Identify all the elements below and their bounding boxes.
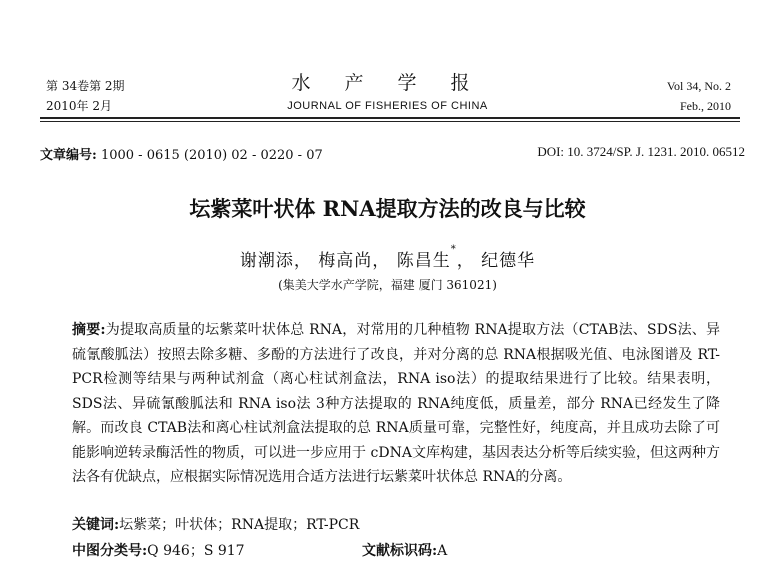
journal-title-en: JOURNAL OF FISHERIES OF CHINA xyxy=(287,100,488,112)
journal-masthead xyxy=(0,70,775,114)
document-code-label: 文献标识码: xyxy=(362,543,438,559)
journal-title-cn: 水 产 学 报 xyxy=(291,72,484,94)
volume-issue-en: Vol 34, No. 2 xyxy=(666,79,731,93)
classification-value: Q 946；S 917 xyxy=(147,543,245,559)
abstract-text: 为提取高质量的坛紫菜叶状体总 RNA，对常用的几种植物 RNA提取方法（CTAB法、SDS法、异硫氰酸胍法）按照去除多糖、多酚的方法进行了改良，并对分离的总 RNA根据吸光值、电泳图谱及 RT-PCR检测等结果与两种试剂盒（离心柱试剂盒法，RNA iso法）的提取结果进行了比较。结果表明，SDS法、异硫氰酸胍法和 RNA iso法 3种方法提取的 RNA纯度低，质量差，部分 RNA已经发生了降解。而改良 CTAB法和离心柱试剂盒法提取的总 RNA质量可靠，完整性好，纯度高，并且成功去除了可能影响逆转录酶活性的物质，可以进一步应用于 cDNA文库构建，基因表达分析等后续实验，但这两种方法各有优缺点，应根据实际情况选用合适方法进行坛紫菜叶状体总 RNA的分离。 xyxy=(72,322,720,485)
doi-label: DOI: xyxy=(537,144,565,159)
volume-issue-cn: 第 34卷第 2期 xyxy=(46,79,125,93)
article-number-value: 1000 - 0615 (2010) 02 - 0220 - 07 xyxy=(100,148,323,163)
paper-title: 坛紫菜叶状体 RNA提取方法的改良与比较 xyxy=(189,196,586,221)
keywords xyxy=(72,514,359,534)
author-names: 谢潮添， 梅高尚， 陈昌生 xyxy=(239,251,451,271)
classification-number xyxy=(72,540,245,560)
document-code-value: A xyxy=(437,543,448,559)
keywords-label: 关键词: xyxy=(72,517,120,533)
author-names-rest: ， 纪德华 xyxy=(456,251,536,271)
abstract xyxy=(72,318,720,490)
classification-label: 中图分类号: xyxy=(72,543,148,559)
article-number-label: 文章编号: xyxy=(40,148,97,163)
date-cn: 2010年 2月 xyxy=(46,99,112,113)
document-code xyxy=(362,540,447,560)
affiliation: (集美大学水产学院，福建 厦门 361021) xyxy=(278,278,497,292)
doi xyxy=(537,144,745,160)
author-list xyxy=(0,246,775,271)
header-rule-thin xyxy=(40,121,740,122)
header-rule-thick xyxy=(40,117,740,119)
article-number xyxy=(40,144,323,163)
abstract-label: 摘要: xyxy=(72,322,106,338)
date-en: Feb., 2010 xyxy=(680,99,731,113)
issue-info-en xyxy=(667,76,731,116)
doi-value: 10. 3724/SP. J. 1231. 2010. 06512 xyxy=(567,144,745,159)
corresponding-author-mark: * xyxy=(450,244,457,255)
keywords-text: 坛紫菜；叶状体；RNA提取；RT-PCR xyxy=(119,517,360,533)
